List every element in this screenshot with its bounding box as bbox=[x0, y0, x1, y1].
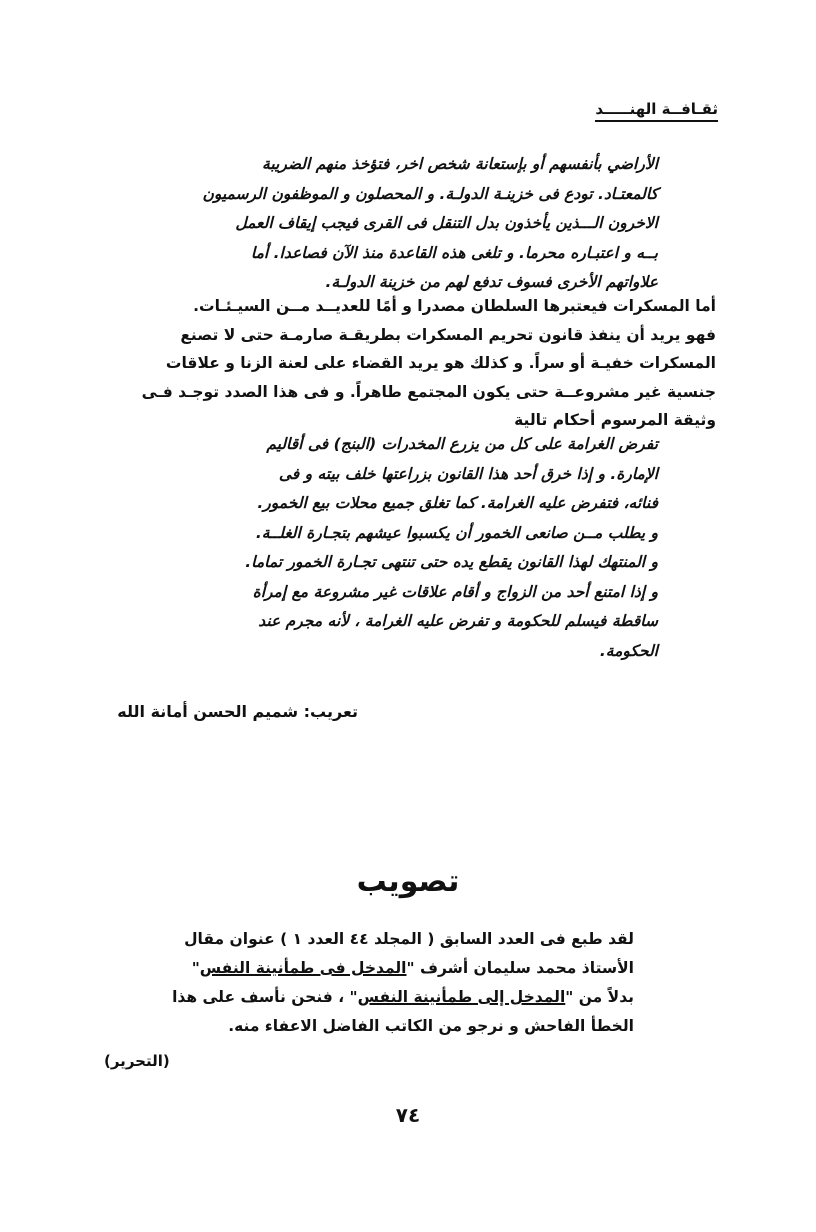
correction-text: " bbox=[191, 959, 200, 977]
body-paragraph-intoxicants bbox=[100, 292, 716, 435]
quote-line: و المنتهك لهذا القانون يقطع يده حتى تنتهى تجـارة الخمور تماما. bbox=[245, 553, 658, 571]
quote-line: الإمارة. و إذا خرق أحد هذا القانون بزراعتها خلف بيته و فى bbox=[278, 464, 658, 483]
quote-line: تفرض الغرامة على كل من يزرع المخدرات (البنج) فى أقاليم bbox=[266, 435, 658, 453]
quote-line: بــه و اعتبـاره محرما. و تلغى هذه القاعدة منذ الآن فصاعدا. أما bbox=[250, 243, 658, 262]
correction-line bbox=[156, 983, 634, 1012]
correction-text: " ، فنحن نأسف على هذا bbox=[172, 988, 358, 1006]
quote-block-decree-taxes bbox=[158, 150, 658, 298]
quote-line: و يطلب مــن صانعى الخمور أن يكسبوا عيشهم بتجـارة الغلــة. bbox=[255, 523, 658, 542]
correction-line: لقد طبع فى العدد السابق ( المجلد ٤٤ العدد ١ ) عنوان مقال bbox=[184, 930, 634, 948]
wrong-article-title: المدخل فى طمأنينة النفس bbox=[199, 959, 407, 977]
quote-block-decree-provisions bbox=[158, 430, 658, 666]
editor-signature: (التحرير) bbox=[104, 1052, 170, 1070]
quote-line: ساقطة فيسلم للحكومة و تفرض عليه الغرامة ، لأنه مجرم عند bbox=[258, 612, 658, 630]
quote-line: و إذا امتنع أحد من الزواج و أقام علاقات غير مشروعة مع إمرأة bbox=[252, 582, 658, 601]
correction-title: تصويب bbox=[356, 864, 460, 899]
body-line: وثيقة المرسوم أحكام تالية bbox=[514, 411, 716, 429]
correction-line: الخطأ الفاحش و نرجو من الكاتب الفاضل الاعفاء منه. bbox=[228, 1017, 634, 1035]
body-line: فهو يريد أن ينفذ قانون تحريم المسكرات بطريقـة صارمـة حتى لا تصنع bbox=[180, 325, 716, 344]
correction-line bbox=[156, 954, 634, 983]
translation-credit: تعريب: شميم الحسن أمانة الله bbox=[117, 702, 358, 721]
body-line: المسكرات خفيـة أو سراً. و كذلك هو يريد القضاء على لعنة الزنا و علاقات bbox=[165, 354, 716, 372]
quote-line: فنائه، فتفرض عليه الغرامة. كما تغلق جميع محلات بيع الخمور. bbox=[257, 494, 658, 512]
quote-line: علاواتهم الأخرى فسوف تدفع لهم من خزينة الدولـة. bbox=[325, 273, 658, 291]
correction-notice bbox=[156, 925, 634, 1041]
quote-line: الأراضي بأنفسهم أو بإستعانة شخص اخر، فتؤخذ منهم الضريبة bbox=[262, 155, 658, 173]
correct-article-title: المدخل إلى طمأنينة النفس bbox=[357, 988, 566, 1006]
page-number: ٧٤ bbox=[395, 1103, 421, 1127]
correction-text: بدلاً من " bbox=[565, 988, 634, 1006]
running-header: ثقـافــة الهنـــــد bbox=[595, 100, 718, 122]
correction-text: الأستاذ محمد سليمان أشرف " bbox=[406, 959, 634, 977]
quote-line: الحكومة. bbox=[599, 641, 658, 660]
quote-line: كالمعتـاد. تودع فى خزينـة الدولـة. و المحصلون و الموظفون الرسميون bbox=[202, 184, 658, 203]
body-line: جنسية غير مشروعــة حتى يكون المجتمع طاهراً. و فى هذا الصدد توجـد فـى bbox=[141, 382, 716, 401]
quote-line: الاخرون الـــذين يأخذون بدل التنقل فى القرى فيجب إيقاف العمل bbox=[235, 214, 658, 232]
body-line: أما المسكرات فيعتبرها السلطان مصدرا و أمًا للعديــد مــن السيـئـات. bbox=[193, 297, 716, 315]
